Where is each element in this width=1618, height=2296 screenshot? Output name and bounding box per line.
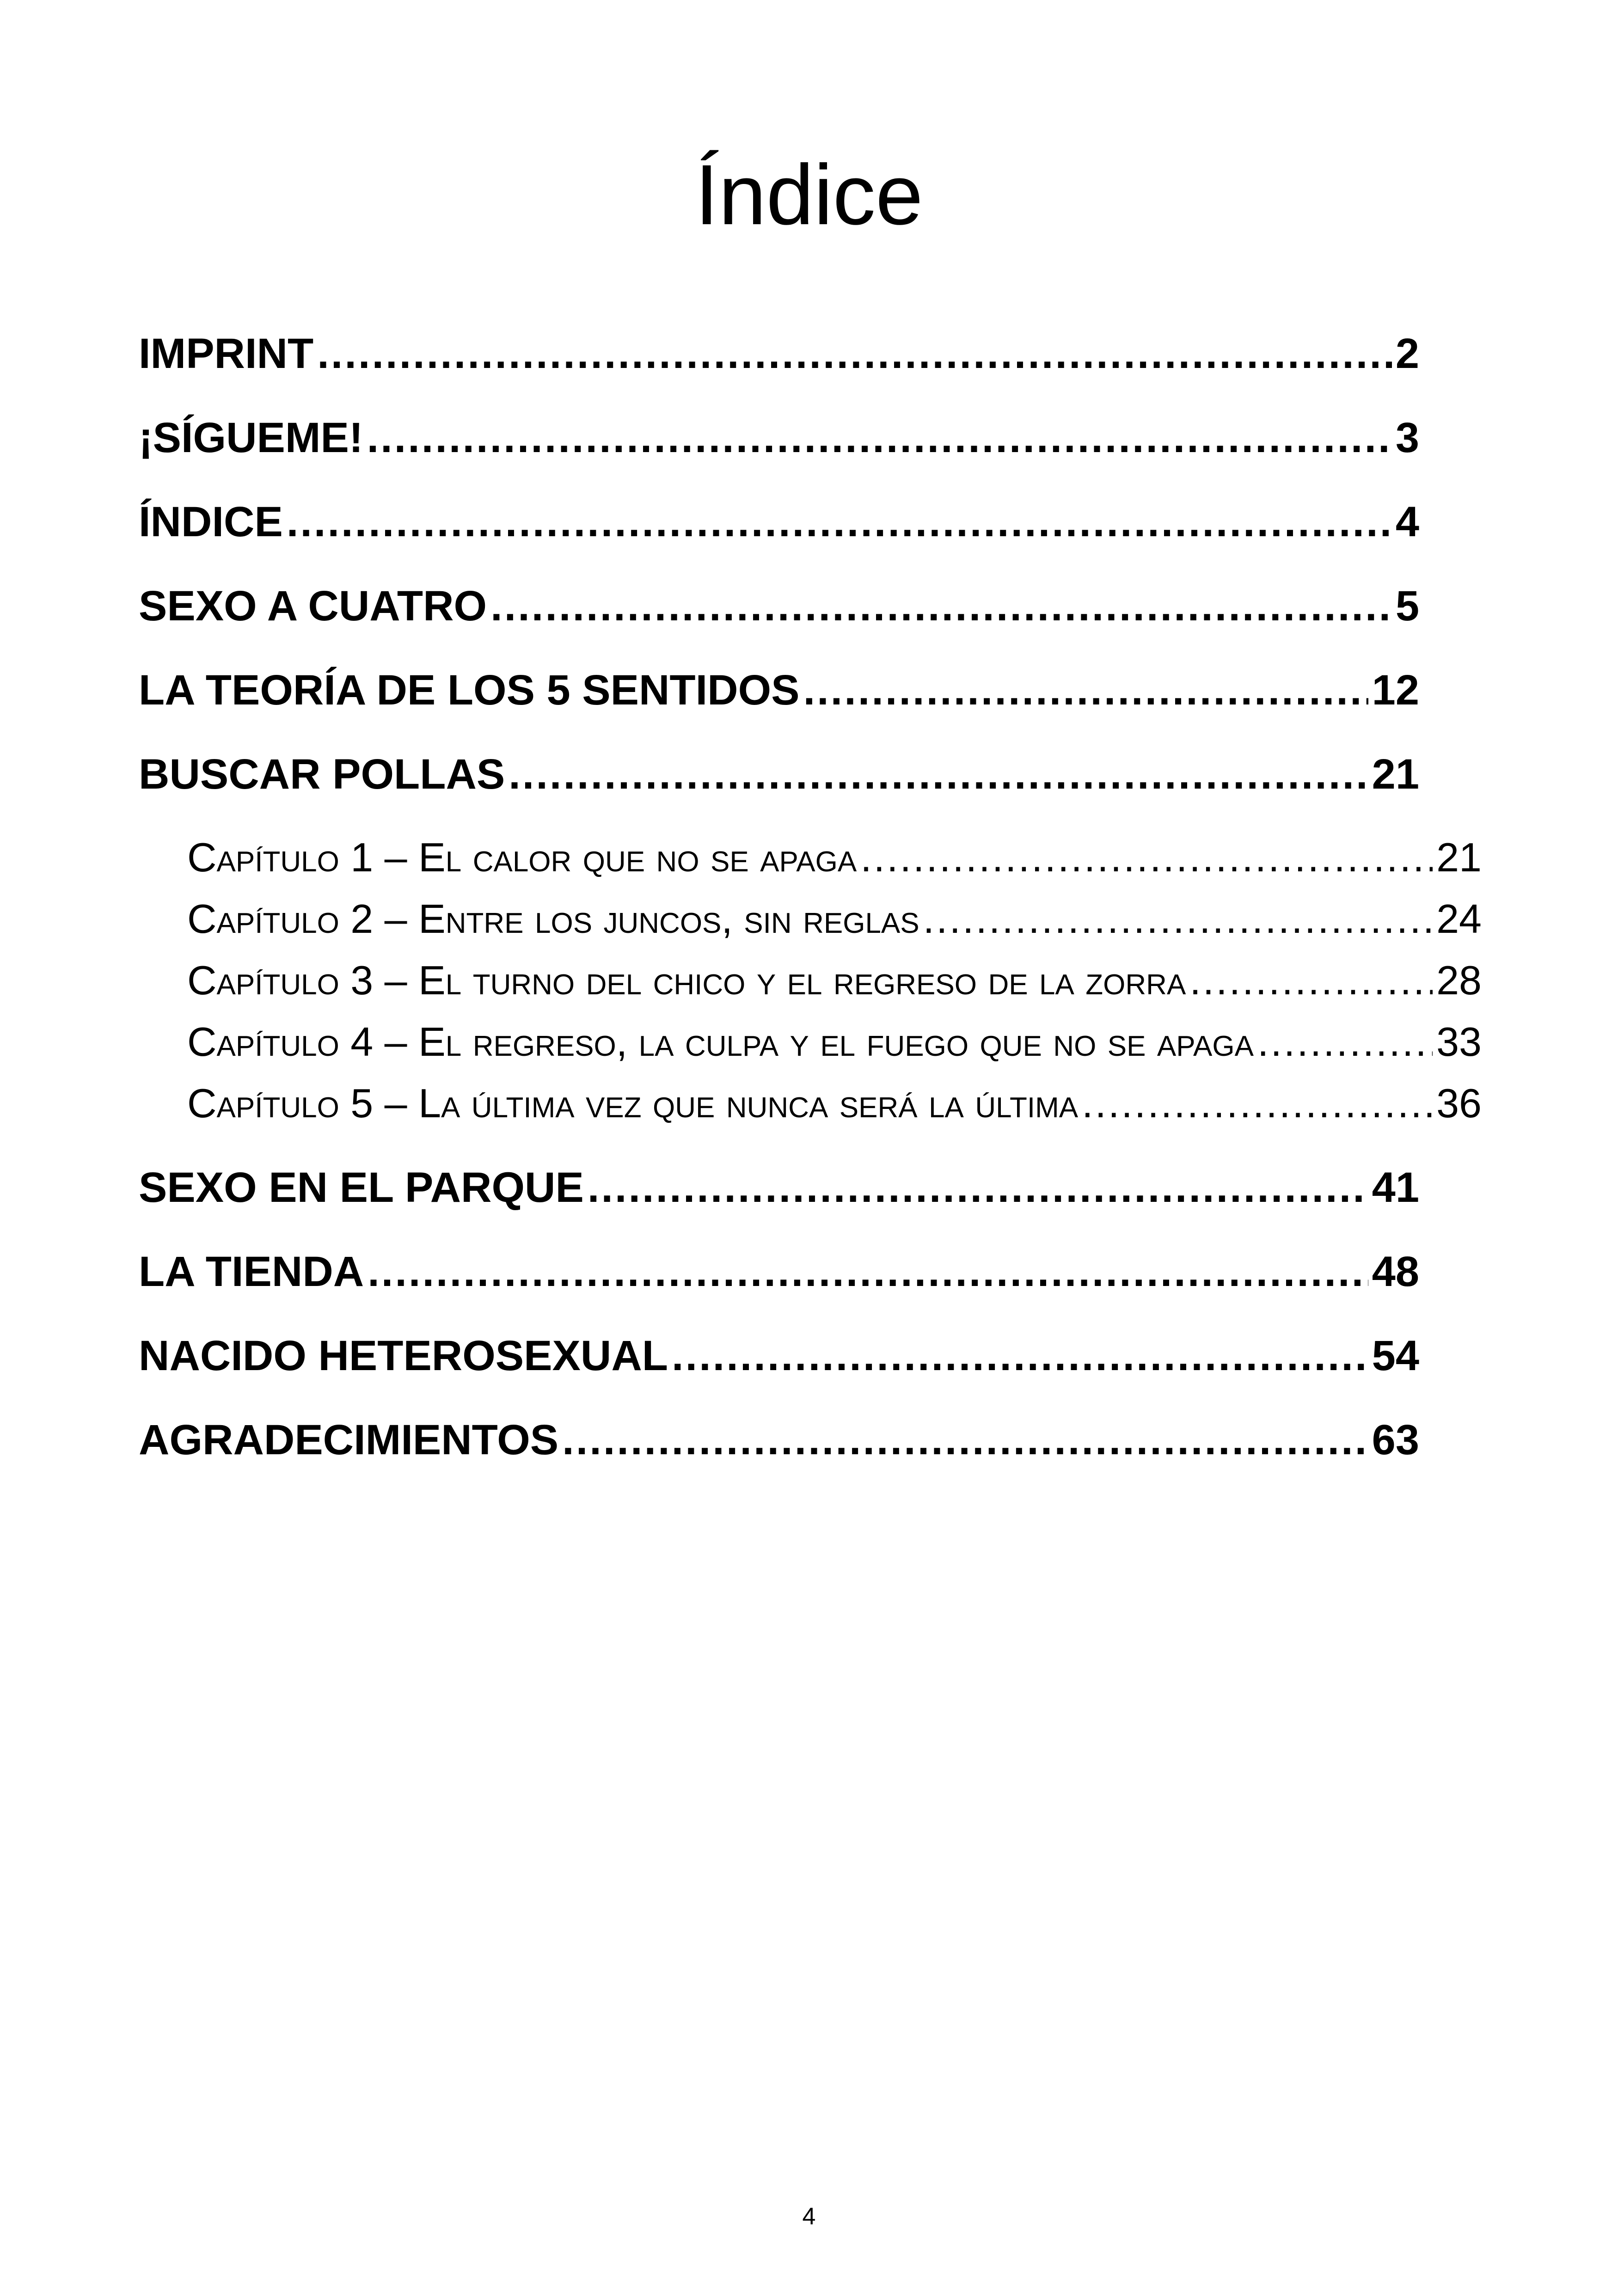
toc-chapter-title: Capítulo 1 – El calor que no se apaga	[187, 834, 857, 880]
toc-entry-page: 12	[1372, 667, 1419, 714]
toc-entry-imprint[interactable]	[139, 324, 1419, 384]
dot-leader	[588, 1157, 1368, 1218]
toc-chapter-page: 21	[1436, 834, 1482, 880]
toc-entry-title: SEXO A CUATRO	[139, 582, 487, 630]
toc-entry-page: 4	[1395, 498, 1419, 545]
toc-entry-sexo-en-el-parque[interactable]	[139, 1157, 1419, 1218]
toc-entry-sexo-a-cuatro[interactable]	[139, 576, 1419, 636]
toc-chapter-page: 28	[1436, 957, 1482, 1003]
toc-entry-page: 5	[1395, 582, 1419, 630]
toc-entry-page: 63	[1372, 1416, 1419, 1463]
toc-entry-title: SEXO EN EL PARQUE	[139, 1164, 584, 1211]
toc-chapter-page: 24	[1436, 896, 1482, 942]
dot-leader	[1082, 1076, 1433, 1131]
toc-entry-title: LA TEORÍA DE LOS 5 SENTIDOS	[139, 667, 800, 714]
toc-entry-sigueme[interactable]	[139, 408, 1419, 468]
toc-entry-page: 54	[1372, 1332, 1419, 1379]
toc-entry-title: NACIDO HETEROSEXUAL	[139, 1332, 668, 1379]
toc-chapter-title: Capítulo 3 – El turno del chico y el regreso de la zorra	[187, 957, 1186, 1003]
toc-chapter-3[interactable]	[187, 953, 1482, 1008]
toc-entry-page: 2	[1395, 330, 1419, 377]
toc-entry-buscar-pollas[interactable]	[139, 744, 1419, 804]
toc-entry-title: AGRADECIMIENTOS	[139, 1416, 559, 1463]
dot-leader	[367, 408, 1392, 468]
toc-chapter-page: 33	[1436, 1019, 1482, 1065]
toc-chapter-5[interactable]	[187, 1076, 1482, 1131]
toc-entry-agradecimientos[interactable]	[139, 1410, 1419, 1470]
toc-chapter-page: 36	[1436, 1080, 1482, 1126]
toc-entry-page: 41	[1372, 1164, 1419, 1211]
toc-chapter-2[interactable]	[187, 891, 1482, 947]
page-title: Índice	[695, 147, 923, 243]
dot-leader	[1189, 953, 1433, 1008]
toc-entry-la-tienda[interactable]	[139, 1242, 1419, 1302]
dot-leader	[672, 1326, 1368, 1386]
toc-chapter-4[interactable]	[187, 1014, 1482, 1070]
dot-leader	[509, 744, 1368, 804]
dot-leader	[860, 830, 1433, 885]
toc-entry-teoria-5-sentidos[interactable]	[139, 660, 1419, 720]
toc-entry-page: 3	[1395, 414, 1419, 461]
toc-entry-title: LA TIENDA	[139, 1248, 364, 1295]
dot-leader	[287, 492, 1392, 552]
toc-entry-title: BUSCAR POLLAS	[139, 751, 505, 798]
toc-entry-title: ¡SÍGUEME!	[139, 414, 363, 461]
toc-chapter-title: Capítulo 5 – La última vez que nunca será la última	[187, 1080, 1079, 1126]
page-number: 4	[802, 2203, 816, 2230]
toc-entry-title: ÍNDICE	[139, 498, 283, 545]
toc-chapter-title: Capítulo 4 – El regreso, la culpa y el fuego que no se apaga	[187, 1019, 1254, 1065]
toc-entry-page: 48	[1372, 1248, 1419, 1295]
toc-entry-title: IMPRINT	[139, 330, 314, 377]
toc-entry-page: 21	[1372, 751, 1419, 798]
toc-chapter-1[interactable]	[187, 830, 1482, 885]
toc-chapter-title: Capítulo 2 – Entre los juncos, sin reglas	[187, 896, 919, 942]
dot-leader	[368, 1242, 1368, 1302]
toc-entry-indice[interactable]	[139, 492, 1419, 552]
dot-leader	[803, 660, 1368, 720]
dot-leader	[562, 1410, 1368, 1470]
dot-leader	[317, 324, 1392, 384]
dot-leader	[1257, 1014, 1433, 1070]
toc-entry-nacido-heterosexual[interactable]	[139, 1326, 1419, 1386]
dot-leader	[490, 576, 1392, 636]
dot-leader	[923, 891, 1433, 947]
